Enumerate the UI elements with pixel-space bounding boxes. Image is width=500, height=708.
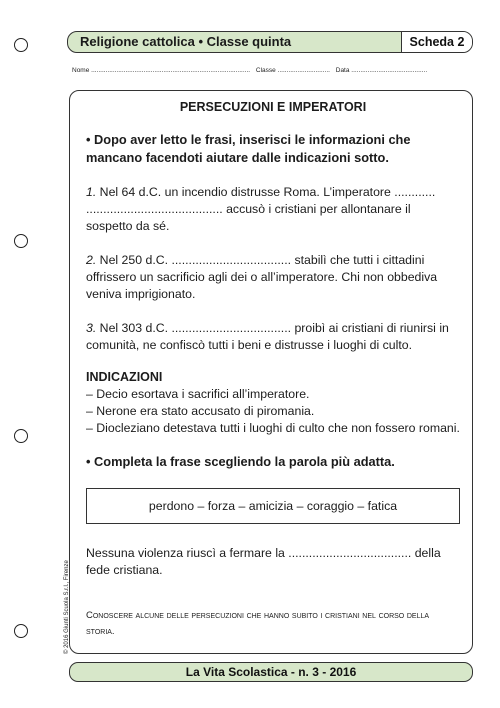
paragraph-2 bbox=[86, 252, 460, 303]
word-choice-box: perdono – forza – amicizia – coraggio – fatica bbox=[86, 488, 460, 524]
subject-title: Religione cattolica • Classe quinta bbox=[80, 34, 292, 49]
hints-list bbox=[86, 386, 460, 437]
worksheet-number: Scheda 2 bbox=[401, 32, 472, 52]
student-fields bbox=[72, 67, 472, 74]
page-title: PERSECUZIONI E IMPERATORI bbox=[179, 100, 367, 114]
instruction-1: • Dopo aver letto le frasi, inserisci le informazioni che mancano facendoti aiutare dalle indicazioni sotto. bbox=[86, 132, 411, 165]
hints-title: INDICAZIONI bbox=[86, 370, 163, 384]
instruction-2: • Completa la frase scegliendo la parola più adatta. bbox=[86, 454, 395, 469]
paragraph-text: Nel 250 d.C. ................................... stabilì che tutti i cittadini offrissero un sacrificio agli dei o all’imperatore. Chi non obbediva veniva imprigionato. bbox=[86, 253, 438, 301]
hint-item: – Diocleziano detestava tutti i luoghi di culto che non fossero romani. bbox=[86, 421, 460, 435]
class-field[interactable]: Classe ............................. bbox=[255, 67, 330, 74]
hint-item: – Decio esortava i sacrifici all’imperatore. bbox=[86, 387, 310, 401]
paragraph-3 bbox=[86, 320, 460, 354]
paragraph-number: 1. bbox=[86, 185, 97, 199]
paragraph-number: 2. bbox=[86, 253, 97, 267]
binder-hole bbox=[14, 429, 28, 443]
final-sentence: Nessuna violenza riuscì a fermare la .................................... della fede cristiana. bbox=[86, 546, 441, 577]
exercise-content bbox=[86, 96, 460, 470]
paragraph-1 bbox=[86, 184, 460, 235]
paragraph-text: Nel 64 d.C. un incendio distrusse Roma. L’imperatore ............ ........................................ accusò i cristiani per allontanare il sospetto da sé. bbox=[86, 185, 436, 233]
date-field[interactable]: Data .......................................... bbox=[335, 67, 428, 74]
paragraph-text: Nel 303 d.C. ................................... proibì ai cristiani di riunirsi in comunità, ne confiscò tutti i beni e distrusse i luoghi di culto. bbox=[86, 321, 449, 352]
learning-objective: Conoscere alcune delle persecuzioni che hanno subito i cristiani nel corso della storia. bbox=[86, 610, 430, 637]
copyright-notice: © 2016 Giunti Scuola S.r.l., Firenze bbox=[64, 560, 70, 654]
binder-hole bbox=[14, 624, 28, 638]
binder-hole bbox=[14, 234, 28, 248]
hint-item: – Nerone era stato accusato di piromania. bbox=[86, 404, 315, 418]
paragraph-number: 3. bbox=[86, 321, 97, 335]
binder-hole bbox=[14, 38, 28, 52]
name-field[interactable]: Nome ........................................................................................ bbox=[72, 67, 251, 74]
footer-bar: La Vita Scolastica - n. 3 - 2016 bbox=[69, 662, 473, 682]
header-bar bbox=[67, 31, 473, 53]
